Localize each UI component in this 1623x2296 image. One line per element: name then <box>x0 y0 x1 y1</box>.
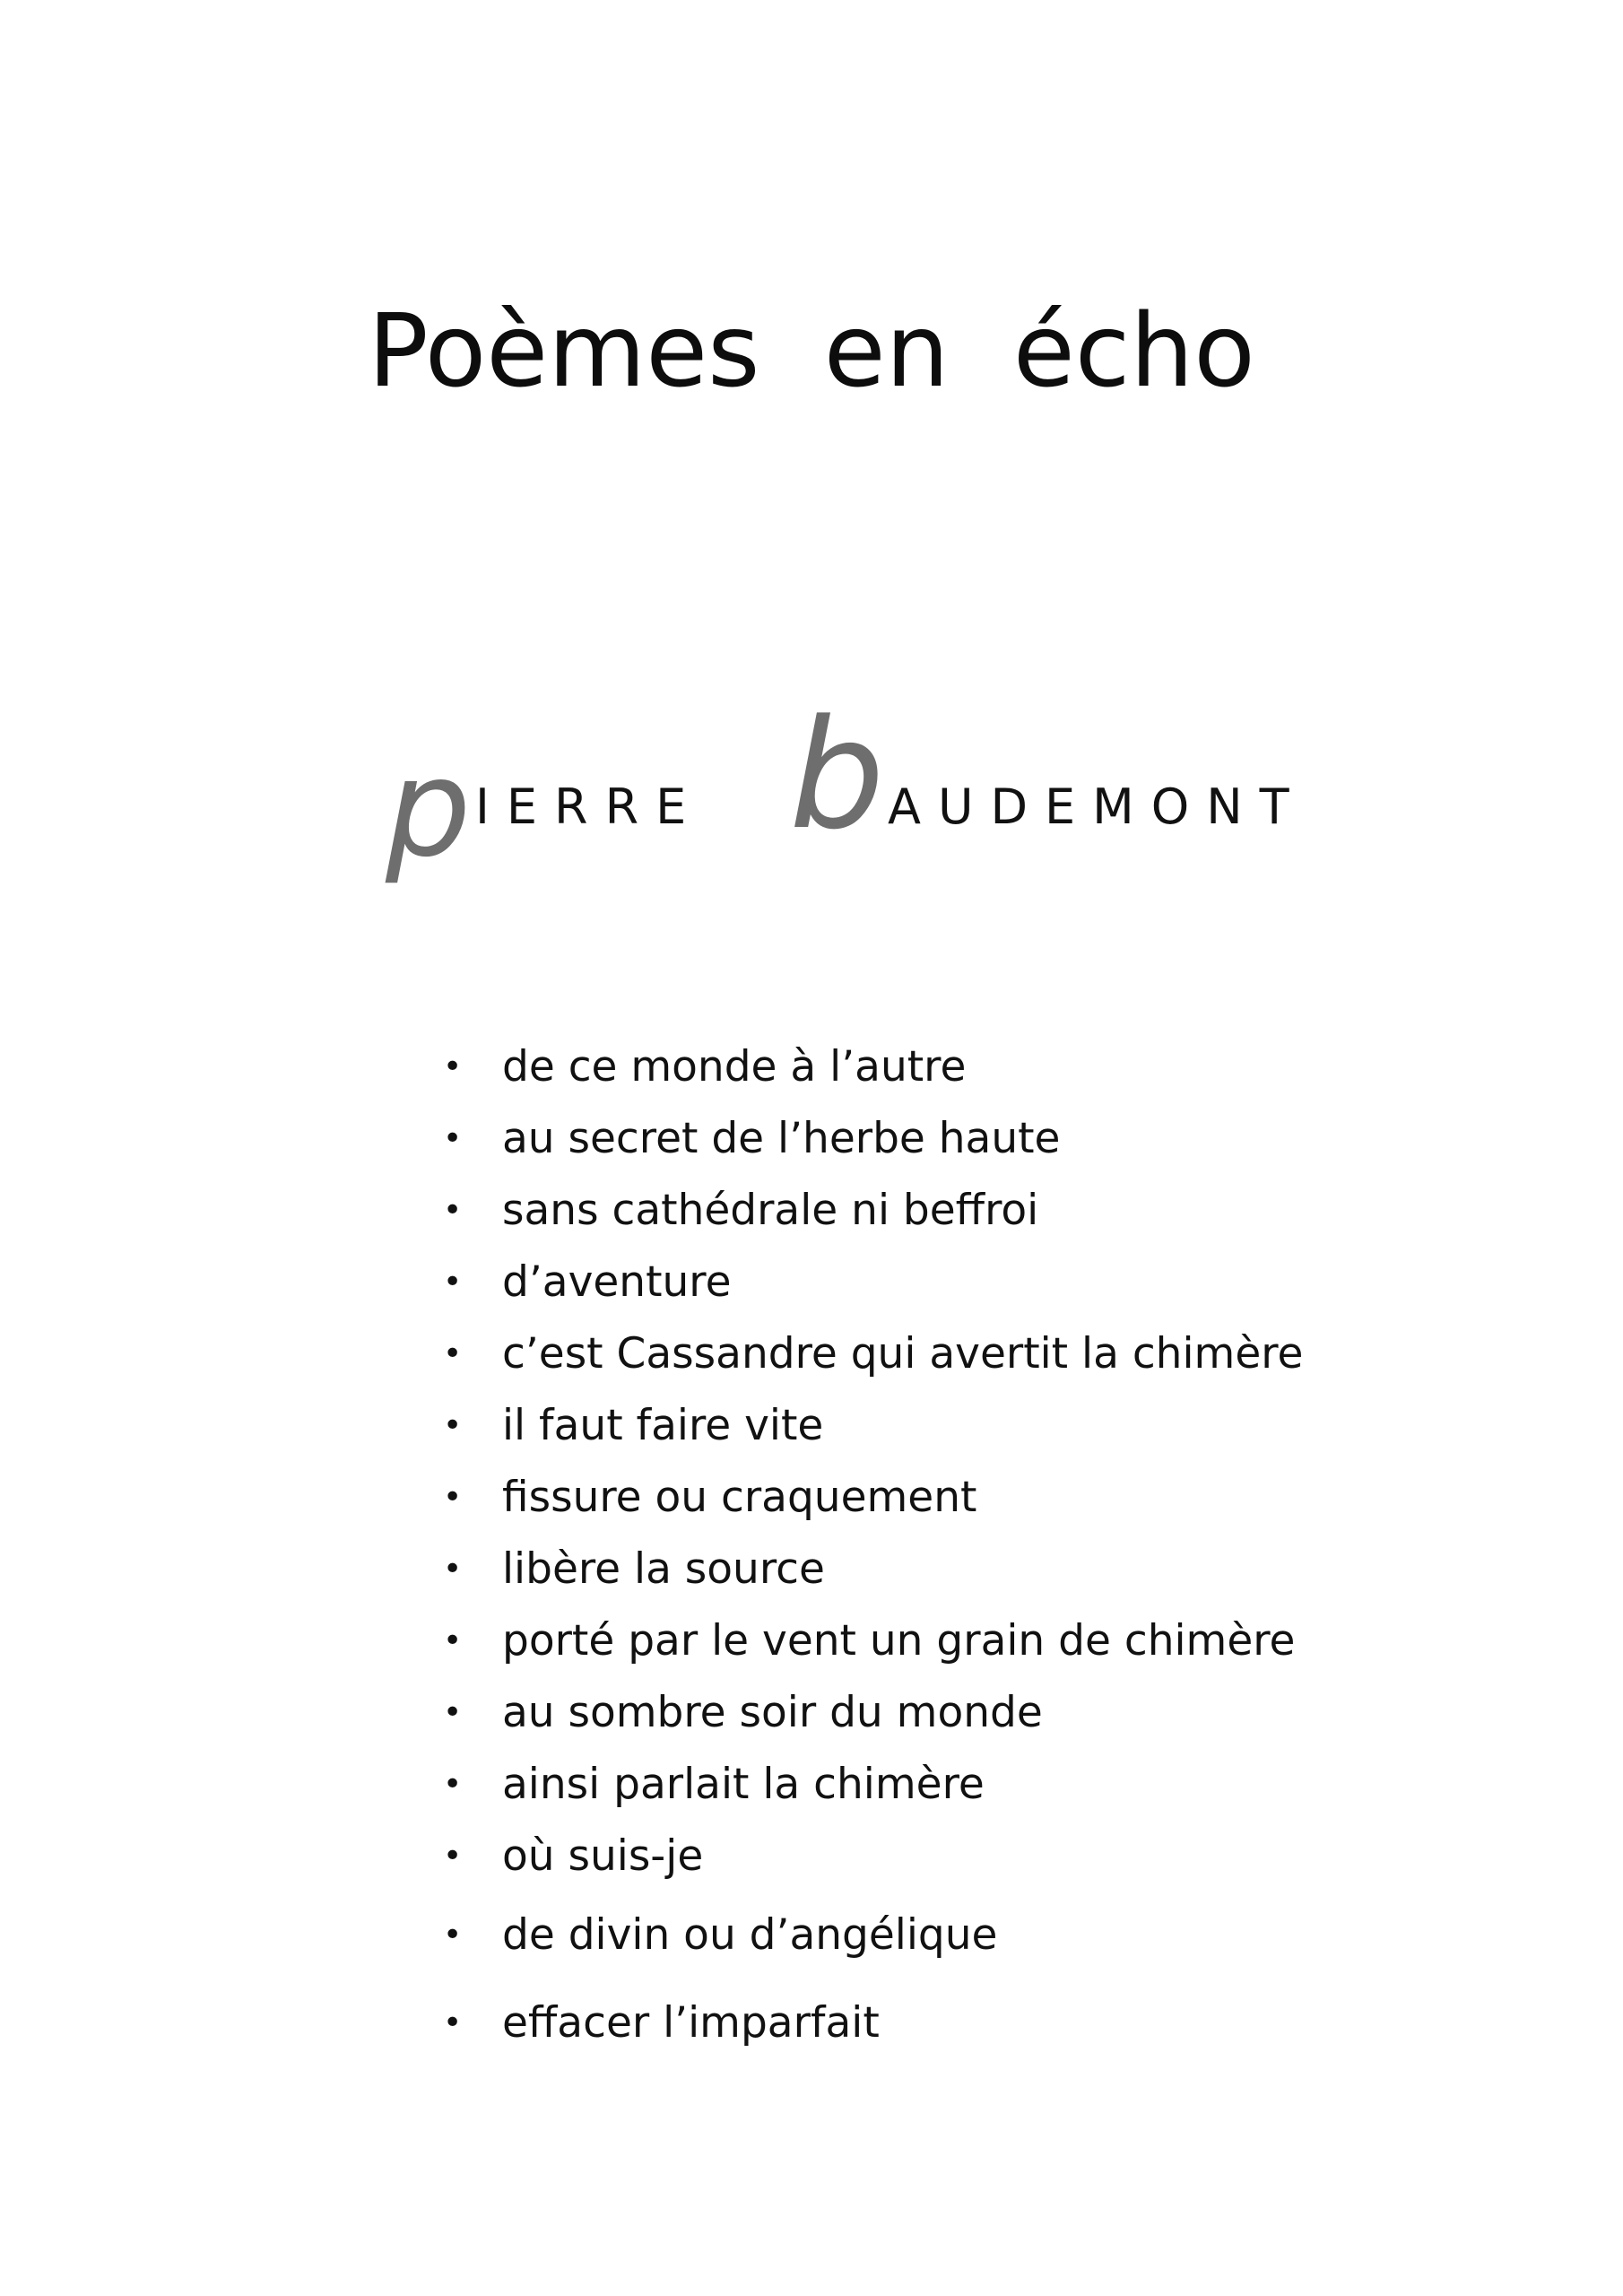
first-name-rest: IERRE <box>475 778 704 835</box>
poem-title: fissure ou craquement <box>502 1473 977 1522</box>
bullet-icon: • <box>443 1048 463 1085</box>
author-name <box>386 687 1306 887</box>
bullet-icon: • <box>443 2005 463 2041</box>
poem-title: porté par le vent un grain de chimère <box>502 1616 1296 1665</box>
poem-title: de divin ou d’angélique <box>502 1910 998 1960</box>
list-item <box>430 1686 1372 1758</box>
poem-title: d’aventure <box>502 1257 732 1307</box>
bullet-icon: • <box>443 1622 463 1659</box>
list-item <box>430 1614 1372 1686</box>
poem-title: où suis-je <box>502 1831 704 1881</box>
bullet-icon: • <box>443 1264 463 1300</box>
poem-title: au secret de l’herbe haute <box>502 1114 1061 1163</box>
list-item <box>430 1758 1372 1830</box>
bullet-icon: • <box>443 1551 463 1587</box>
poem-title: c’est Cassandre qui avertit la chimère <box>502 1329 1304 1378</box>
list-item <box>430 1040 1372 1112</box>
bullet-icon: • <box>443 1192 463 1229</box>
last-name-rest: AUDEMONT <box>888 778 1306 835</box>
poem-title: sans cathédrale ni beffroi <box>502 1186 1039 1235</box>
first-name-initial: p <box>386 731 472 887</box>
bullet-icon: • <box>443 1335 463 1372</box>
list-item <box>430 1471 1372 1543</box>
bullet-icon: • <box>443 1694 463 1731</box>
bullet-icon: • <box>443 1479 463 1516</box>
poem-list <box>430 1040 1372 2068</box>
list-item <box>430 1543 1372 1614</box>
bullet-icon: • <box>443 1766 463 1803</box>
poem-title: au sombre soir du monde <box>502 1688 1043 1737</box>
list-item <box>430 1256 1372 1327</box>
bullet-icon: • <box>443 1917 463 1953</box>
list-item <box>430 1184 1372 1256</box>
list-item <box>430 1830 1372 1901</box>
poem-title: effacer l’imparfait <box>502 1998 880 2048</box>
list-item <box>430 1996 1372 2068</box>
bullet-icon: • <box>443 1407 463 1444</box>
poem-title: ainsi parlait la chimère <box>502 1760 985 1809</box>
poem-title: de ce monde à l’autre <box>502 1042 967 1091</box>
bullet-icon: • <box>443 1120 463 1157</box>
poem-title: il faut faire vite <box>502 1401 824 1450</box>
list-item <box>430 1399 1372 1471</box>
book-title: Poèmes en écho <box>368 293 1255 410</box>
list-item <box>430 1909 1372 1980</box>
last-name-initial: b <box>789 687 885 863</box>
list-item <box>430 1327 1372 1399</box>
list-item <box>430 1112 1372 1184</box>
poem-title: libère la source <box>502 1544 825 1594</box>
bullet-icon: • <box>443 1838 463 1874</box>
